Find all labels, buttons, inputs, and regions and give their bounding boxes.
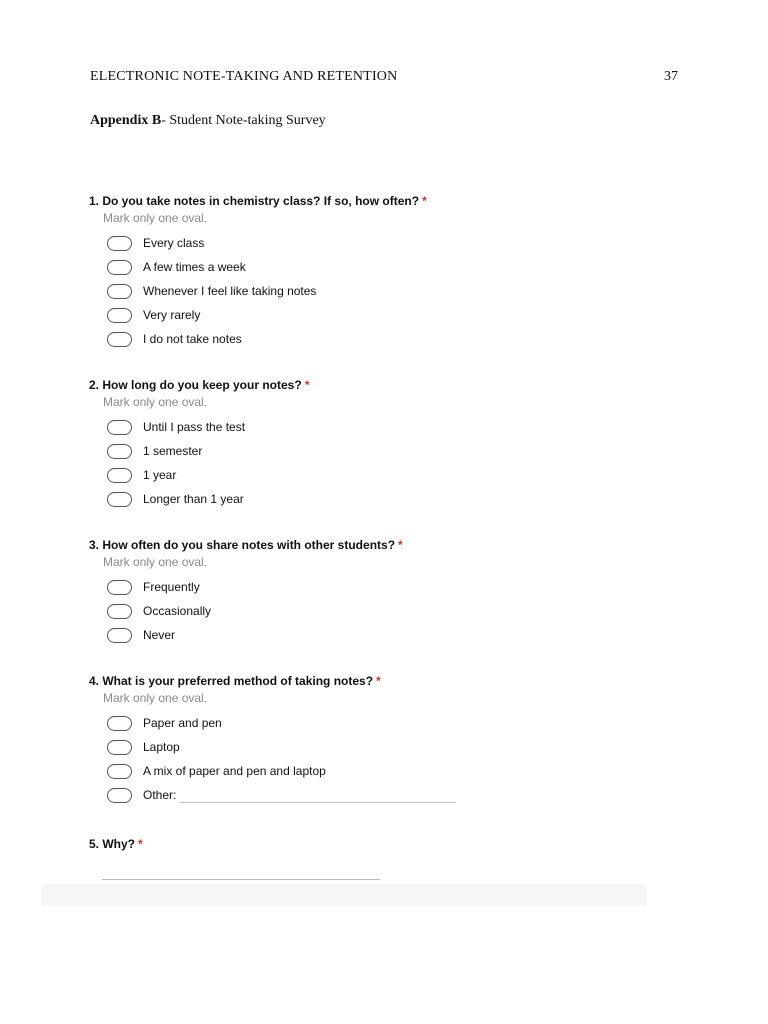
radio-oval[interactable] xyxy=(107,788,132,803)
radio-oval[interactable] xyxy=(107,332,132,347)
option-label: Very rarely xyxy=(143,308,201,322)
question-title: 2. How long do you keep your notes? * xyxy=(89,378,310,392)
question-3 xyxy=(89,538,403,647)
page-number: 37 xyxy=(664,69,678,84)
question-hint: Mark only one oval. xyxy=(103,555,208,569)
option-list xyxy=(107,231,427,351)
option-label: 1 year xyxy=(143,468,177,482)
question-5 xyxy=(89,837,143,851)
radio-option[interactable] xyxy=(107,623,403,647)
question-hint: Mark only one oval. xyxy=(103,211,208,225)
question-title: 5. Why? * xyxy=(89,837,143,851)
radio-option[interactable] xyxy=(107,759,456,783)
required-star: * xyxy=(304,378,310,392)
option-label: A mix of paper and pen and laptop xyxy=(143,764,326,778)
radio-option[interactable] xyxy=(107,575,403,599)
radio-option[interactable] xyxy=(107,735,456,759)
radio-option[interactable] xyxy=(107,463,309,487)
radio-oval[interactable] xyxy=(107,284,132,299)
why-answer-field[interactable] xyxy=(102,879,380,880)
radio-oval[interactable] xyxy=(107,628,132,643)
option-label: Occasionally xyxy=(143,604,212,618)
appendix-subtitle: - Student Note-taking Survey xyxy=(161,113,326,128)
option-label: Other: xyxy=(143,788,177,802)
radio-option[interactable] xyxy=(107,487,309,511)
option-list xyxy=(107,711,456,807)
option-label: Never xyxy=(143,628,176,642)
question-1 xyxy=(89,194,427,351)
radio-option[interactable] xyxy=(107,255,427,279)
radio-option[interactable] xyxy=(107,711,456,735)
radio-option[interactable] xyxy=(107,231,427,255)
radio-oval[interactable] xyxy=(107,444,132,459)
radio-oval[interactable] xyxy=(107,308,132,323)
required-star: * xyxy=(398,538,403,552)
question-2 xyxy=(89,378,309,511)
option-label: Whenever I feel like taking notes xyxy=(143,284,317,298)
radio-oval[interactable] xyxy=(107,260,132,275)
option-label: 1 semester xyxy=(143,444,203,458)
option-list xyxy=(107,415,309,511)
radio-option[interactable] xyxy=(107,439,309,463)
question-title: 3. How often do you share notes with other students? * xyxy=(89,538,403,552)
option-label: Paper and pen xyxy=(143,716,222,730)
radio-option[interactable] xyxy=(107,303,427,327)
radio-oval[interactable] xyxy=(107,492,132,507)
question-title: 4. What is your preferred method of taking notes? * xyxy=(89,674,381,688)
option-label: Laptop xyxy=(143,740,180,754)
question-hint: Mark only one oval. xyxy=(103,691,208,705)
option-label: Until I pass the test xyxy=(143,420,246,434)
radio-oval[interactable] xyxy=(107,740,132,755)
radio-oval[interactable] xyxy=(107,604,132,619)
appendix-label: Appendix B xyxy=(90,113,162,128)
radio-oval[interactable] xyxy=(107,580,132,595)
option-label: Every class xyxy=(143,236,205,250)
option-list xyxy=(107,575,403,647)
radio-oval[interactable] xyxy=(107,764,132,779)
radio-option[interactable] xyxy=(107,415,309,439)
running-head: ELECTRONIC NOTE-TAKING AND RETENTION xyxy=(90,69,398,84)
radio-option[interactable] xyxy=(107,327,427,351)
question-4 xyxy=(89,674,456,807)
radio-oval[interactable] xyxy=(107,716,132,731)
radio-option[interactable] xyxy=(107,279,427,303)
radio-option-other[interactable] xyxy=(107,783,456,807)
question-hint: Mark only one oval. xyxy=(103,395,208,409)
question-title: 1. Do you take notes in chemistry class? If so, how often? * xyxy=(89,194,427,208)
option-label: Longer than 1 year xyxy=(143,492,244,506)
appendix-title xyxy=(90,113,326,129)
radio-oval[interactable] xyxy=(107,420,132,435)
radio-oval[interactable] xyxy=(107,236,132,251)
required-star: * xyxy=(422,194,427,208)
required-star: * xyxy=(376,674,381,688)
option-label: I do not take notes xyxy=(143,332,242,346)
radio-option[interactable] xyxy=(107,599,403,623)
option-label: A few times a week xyxy=(143,260,246,274)
other-text-field[interactable] xyxy=(180,802,456,803)
option-label: Frequently xyxy=(143,580,200,594)
required-star: * xyxy=(138,837,143,851)
radio-oval[interactable] xyxy=(107,468,132,483)
